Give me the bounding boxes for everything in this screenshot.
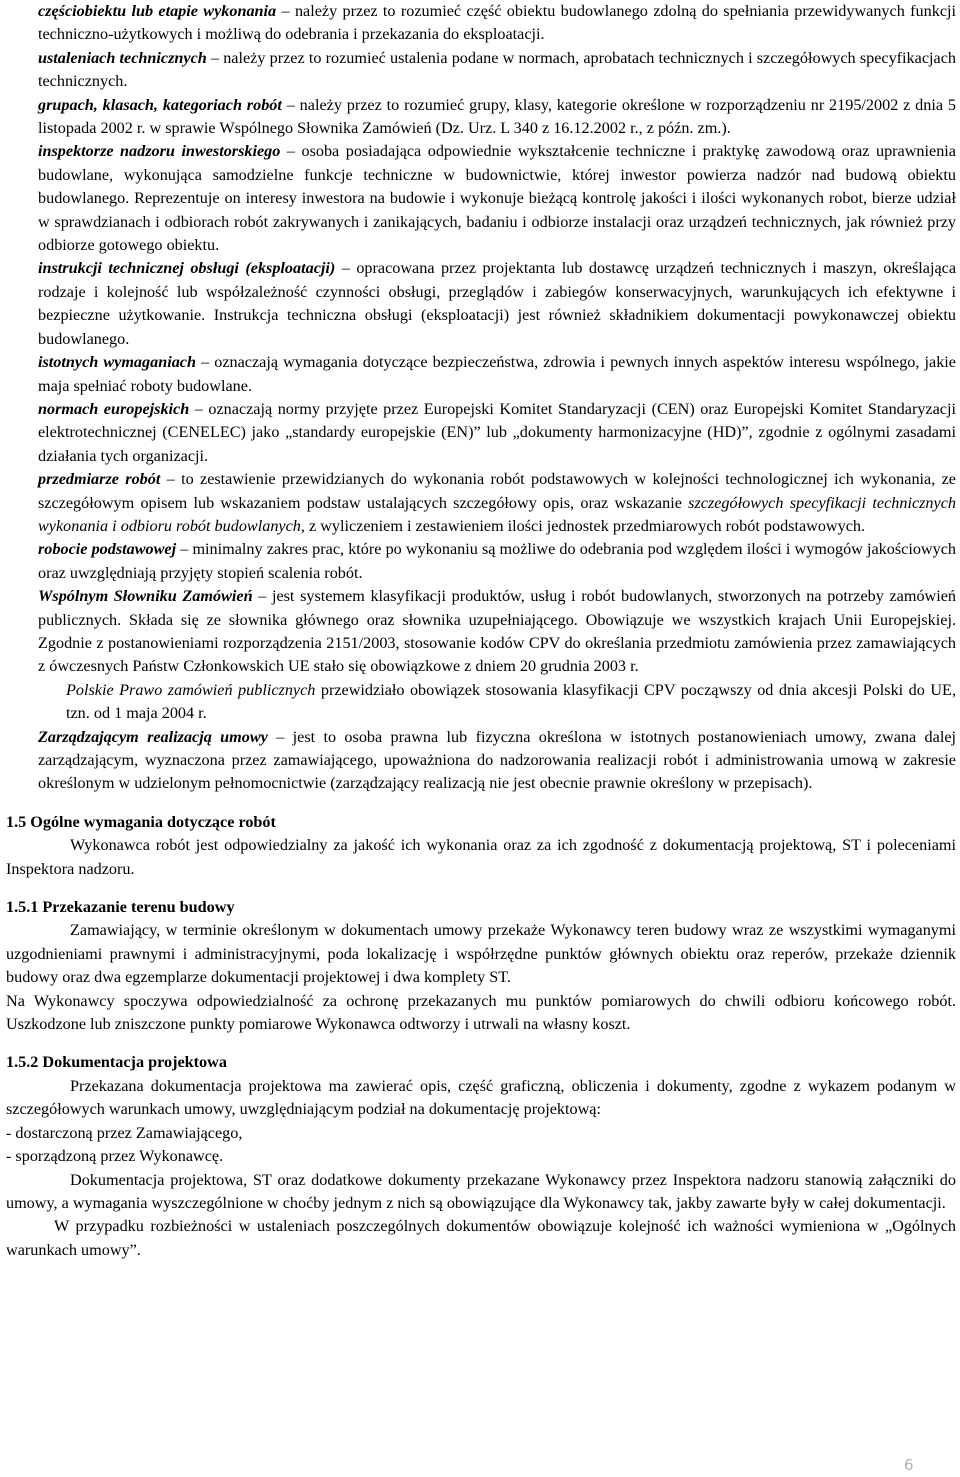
definition-term: przedmiarze robót xyxy=(38,470,161,489)
definition-term: normach europejskich xyxy=(38,399,190,418)
section-heading: 1.5.2 Dokumentacja projektowa xyxy=(6,1053,227,1072)
list-item: - sporządzoną przez Wykonawcę. xyxy=(6,1147,224,1166)
definition-item xyxy=(38,585,956,679)
definition-item xyxy=(38,351,956,398)
sections xyxy=(0,811,960,1262)
definition-item xyxy=(38,538,956,585)
definition-text: – oznaczają normy przyjęte przez Europejski Komitet Standaryzacji (CEN) oraz Europejski Komitet Standaryzacji elektrotechnicznej (CENELEC) jako „standardy europejskie (EN)” lub „dokumenty harmonizacyjne (HD)”, zgodnie z ogólnymi zasadami działania tych organizacji. xyxy=(38,399,956,465)
definition-text: przewidziało obowiązek stosowania klasyfikacji CPV począwszy od dnia akcesji Polski do UE, tzn. od 1 maja 2004 r. xyxy=(66,680,956,723)
definition-term: inspektorze nadzoru inwestorskiego xyxy=(38,142,281,161)
definition-item xyxy=(38,0,956,47)
section-heading: 1.5.1 Przekazanie terenu budowy xyxy=(6,898,235,917)
definition-term: robocie podstawowej xyxy=(38,540,177,559)
list-item: - dostarczoną przez Zamawiającego, xyxy=(6,1123,243,1142)
definition-item xyxy=(38,94,956,141)
definition-text: – osoba posiadająca odpowiednie wykształcenie techniczne i praktykę zawodową oraz uprawnienia budowlane, wykonująca samodzielne funkcje techniczne w budownictwie, której inwestor powierza nadzór nad budową obiektu budowlanego. Reprezentuje on interesy inwestora na budowie i wykonuje bieżącą kontrolę jakości i ilości wykonanych robot, bierze udział w sprawdzianach i odbiorach robót zakrywanych i zanikających, badaniu i odbiorze instalacji oraz urządzeń technicznych, jak również przy odbiorze gotowego obiektu. xyxy=(38,142,956,255)
definition-italic-ref: szczegółowych specyfikacji technicznych wykonania i odbioru robót budowlanych xyxy=(38,493,956,535)
definition-note xyxy=(38,679,956,726)
section-paragraph: Dokumentacja projektowa, ST oraz dodatkowe dokumenty przekazane Wykonawcy przez Inspektora nadzoru stanowią załączniki do umowy, a wymagania wyszczególnione w choćby jednym z nich są obowiązujące dla Wykonawcy tak, jakby zawarte były w całej dokumentacji. xyxy=(6,1170,956,1212)
section-heading: 1.5 Ogólne wymagania dotyczące robót xyxy=(6,812,276,831)
definition-term: Zarządzającym realizacją umowy xyxy=(38,727,268,746)
section-paragraph: Wykonawca robót jest odpowiedzialny za jakość ich wykonania oraz za ich zgodność z dokumentacją projektową, ST i poleceniami Inspektora nadzoru. xyxy=(6,836,956,878)
definition-text: – minimalny zakres prac, które po wykonaniu są możliwe do odebrania pod względem ilości i wymogów jakościowych oraz uwzględniają przyjęty stopień scalenia robót. xyxy=(38,540,956,582)
definition-item xyxy=(38,47,956,94)
definition-text: – to zestawienie przewidzianych do wykonania robót podstawowych w kolejności technologicznej ich wykonania, ze szczegółowym opisem lub wskazaniem podstaw ustalających szczegółowy opis, oraz wskazanie xyxy=(38,470,956,512)
page-number: 6 xyxy=(904,1456,914,1474)
definition-term: instrukcji technicznej obsługi (eksploatacji) xyxy=(38,259,336,278)
definition-item xyxy=(38,468,956,538)
definition-text: – jest to osoba prawna lub fizyczna określona w istotnych postanowieniach umowy, zwana dalej zarządzającym, wyznaczona przez zamawiającego, upoważniona do nadzorowania realizacji robót i administrowania umową w zakresie określonym w udzielonym pełnomocnictwie (zarządzający realizacją nie jest obecnie prawnie określony w przepisach). xyxy=(38,727,956,793)
definition-term: istotnych wymaganiach xyxy=(38,353,196,372)
definition-text: – należy przez to rozumieć część obiektu budowlanego zdolną do spełniania przewidywanych funkcji techniczno-użytkowych i możliwą do odebrania i przekazania do eksploatacji. xyxy=(38,2,956,44)
section-paragraph: Zamawiający, w terminie określonym w dokumentach umowy przekaże Wykonawcy teren budowy wraz ze wszystkimi wymaganymi uzgodnieniami prawnymi i administracyjnymi, poda lokalizację i współrzędne punktów głównych obiektu oraz reperów, przekaże dziennik budowy oraz dwa egzemplarze dokumentacji projektowej i dwa komplety ST. xyxy=(6,921,956,987)
section-paragraph: W przypadku rozbieżności w ustaleniach poszczególnych dokumentów obowiązuje kolejność ich ważności wymieniona w „Ogólnych warunkach umowy”. xyxy=(6,1217,956,1259)
definition-term: częściobiektu lub etapie wykonania xyxy=(38,2,277,20)
definition-item xyxy=(38,140,956,257)
definition-item xyxy=(38,398,956,468)
definition-text: – oznaczają wymagania dotyczące bezpieczeństwa, zdrowia i pewnych innych aspektów interesu wspólnego, jakie maja spełniać roboty budowlane. xyxy=(38,353,956,395)
section-paragraph: Na Wykonawcy spoczywa odpowiedzialność za ochronę przekazanych mu punktów pomiarowych do chwili odbioru końcowego robót. Uszkodzone lub zniszczone punkty pomiarowe Wykonawca odtworzy i utrwali na własny koszt. xyxy=(6,991,956,1034)
definition-term: grupach, klasach, kategoriach robót xyxy=(38,95,282,114)
definition-term: Wspólnym Słowniku Zamówień xyxy=(38,587,253,606)
definition-italic-ref: Polskie Prawo zamówień publicznych xyxy=(66,680,316,699)
definition-text: – jest systemem klasyfikacji produktów, usług i robót budowlanych, stworzonych na potrzeby zamówień publicznych. Składa się ze słownika głównego oraz słownika uzupełniającego. Obowiązuje we wszystkich krajach Unii Europejskiej. Zgodnie z postanowieniami rozporządzenia 2151/2003, stosowanie kodów CPV do określania przedmiotu zamówienia przez zamawiających z ówczesnych Państw Członkowskich UE stało się obowiązkowe z dniem 20 grudnia 2003 r. xyxy=(38,587,956,676)
section-paragraph: Przekazana dokumentacja projektowa ma zawierać opis, część graficzną, obliczenia i dokumenty, zgodne z wykazem podanym w szczegółowych warunkach umowy, uwzględniającym podział na dokumentację projektową: xyxy=(6,1076,956,1119)
definition-term: ustaleniach technicznych xyxy=(38,48,207,67)
definition-text: – należy przez to rozumieć grupy, klasy, kategorie określone w rozporządzeniu nr 2195/2002 z dnia 5 listopada 2002 r. w sprawie Wspólnego Słownika Zamówień (Dz. Urz. L 340 z 16.12.2002 r., z późn. zm.). xyxy=(38,95,956,138)
definition-text: – należy przez to rozumieć ustalenia podane w normach, aprobatach technicznych i szczegółowych specyfikacjach technicznych. xyxy=(38,48,956,91)
definition-text: , z wyliczeniem i zestawieniem ilości jednostek przedmiarowych robót podstawowych. xyxy=(300,516,866,535)
definition-text: – opracowana przez projektanta lub dostawcę urządzeń technicznych i maszyn, określająca rodzaje i kolejność lub współzależność czynności obsługi, przeglądów i zabiegów konserwacyjnych, warunkujących ich efektywne i bezpieczne użytkowanie. Instrukcja techniczna obsługi (eksploatacji) jest również składnikiem dokumentacji powykonawczej obiektu budowlanego. xyxy=(38,259,957,348)
definition-item xyxy=(38,726,956,796)
definition-item xyxy=(38,257,956,351)
